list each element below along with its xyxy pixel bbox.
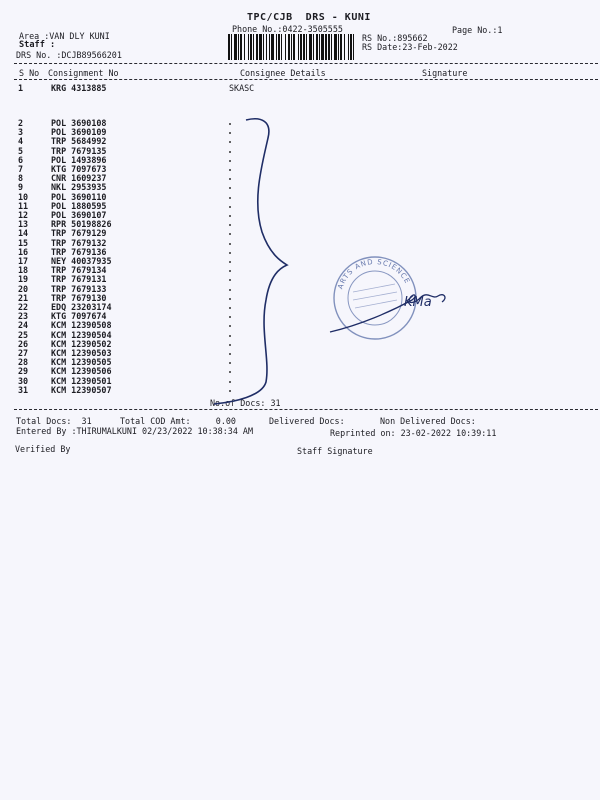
row-consignment-no: KCM 12390501 — [51, 375, 112, 386]
row-sno: 2 — [18, 118, 24, 128]
row-sno: 11 — [18, 200, 29, 211]
row-sno: 17 — [18, 256, 29, 266]
row-sno: 29 — [18, 366, 29, 377]
row-sno: 23 — [18, 311, 29, 322]
page-number: Page No.:1 — [452, 25, 503, 35]
rs-number: RS No.:895662 — [362, 33, 428, 43]
row-sno: 9 — [18, 182, 24, 193]
row-consignment-no: NEY 40037935 — [51, 256, 112, 266]
row-sno: 28 — [18, 357, 29, 368]
delivered-docs: Delivered Docs: — [269, 416, 345, 426]
row-consignment-no: POL 3690108 — [51, 118, 107, 128]
row-consignment-no: NKL 2953935 — [51, 182, 107, 193]
row-consignment-no: TRP 7679133 — [51, 283, 107, 294]
row-sno: 6 — [18, 154, 24, 165]
row-sno: 31 — [18, 384, 29, 395]
col-header-consignee: Consignee Details — [240, 68, 326, 78]
row-consignment-no: KCM 12390504 — [51, 329, 112, 340]
row-consignment-no: KCM 12390508 — [51, 320, 112, 331]
row-sno: 20 — [18, 283, 29, 294]
docs-count: No.of Docs: 31 — [210, 398, 281, 408]
row-sno: 25 — [18, 329, 29, 340]
row-sno: 10 — [18, 191, 29, 202]
svg-text:ARTS AND SCIENCE: ARTS AND SCIENCE — [336, 257, 412, 291]
row-consignment-no: KCM 12390503 — [51, 348, 112, 358]
row-sno: 7 — [18, 164, 24, 174]
col-header-consignment: Consignment No — [48, 68, 119, 78]
row-sno: 16 — [18, 246, 29, 257]
row-sno: 3 — [18, 127, 24, 138]
row-consignment-no: EDQ 23203174 — [51, 302, 112, 312]
row-consignment-no: KCM 12390507 — [51, 384, 112, 395]
row-sno: 21 — [18, 292, 29, 303]
row-consignment-no: TRP 7679134 — [51, 265, 107, 276]
row-consignment-no: POL 1493896 — [51, 154, 107, 165]
non-delivered-docs: Non Delivered Docs: — [380, 416, 476, 426]
row-consignment-no: CNR 1609237 — [51, 173, 107, 184]
row-consignment-no: TRP 7679135 — [51, 145, 107, 156]
row-consignment-no: POL 3690109 — [51, 127, 107, 138]
rs-date: RS Date:23-Feb-2022 — [362, 42, 458, 52]
row-sno: 30 — [18, 375, 29, 386]
row-sno: 24 — [18, 320, 29, 331]
row-consignment-no: KCM 12390506 — [51, 366, 112, 377]
row-sno: 14 — [18, 228, 29, 239]
staff-signature: Staff Signature — [297, 446, 373, 456]
total-docs: Total Docs: 31 — [16, 416, 92, 426]
entered-by: Entered By :THIRUMALKUNI 02/23/2022 10:38:34 AM — [16, 426, 253, 436]
col-header-sno: S No — [19, 68, 40, 78]
row-consignment-no: KCM 12390505 — [51, 357, 112, 368]
document-title: TPC/CJB DRS - KUNI — [247, 12, 371, 23]
row-consignment-no: KTG 7097673 — [51, 164, 107, 174]
row-consignment-no: TRP 5684992 — [51, 136, 107, 147]
row-sno: 18 — [18, 265, 29, 276]
row-consignment-no: KRG 4313885 — [51, 83, 107, 93]
row-sno: 12 — [18, 210, 29, 220]
row-sno: 19 — [18, 274, 29, 285]
row-consignee: SKASC — [229, 83, 255, 93]
drs-number: DRS No. :DCJB89566201 — [16, 50, 122, 60]
handwritten-brace — [214, 119, 287, 404]
row-consignment-no: POL 1880595 — [51, 200, 107, 211]
row-consignment-no: RPR 50198826 — [51, 219, 112, 230]
row-consignment-no: KCM 12390502 — [51, 338, 112, 349]
row-consignment-no: TRP 7679130 — [51, 292, 107, 303]
row-sno: 15 — [18, 237, 29, 248]
row-sno: 5 — [18, 145, 24, 156]
row-consignment-no: TRP 7679132 — [51, 237, 107, 248]
area-label: Area :VAN DLY KUNI — [19, 31, 110, 41]
row-sno: 27 — [18, 348, 29, 358]
row-sno: 4 — [18, 136, 24, 147]
col-header-signature: Signature — [422, 68, 468, 78]
phone-number: Phone No.:0422-3505555 — [232, 24, 343, 34]
row-sno: 8 — [18, 173, 24, 184]
row-sno: 22 — [18, 302, 29, 312]
row-sno: 26 — [18, 338, 29, 349]
total-cod-amount: Total COD Amt: 0.00 — [120, 416, 236, 426]
row-consignment-no: KTG 7097674 — [51, 311, 107, 322]
row-consignment-no: TRP 7679131 — [51, 274, 107, 285]
staff-label: Staff : — [19, 40, 56, 50]
reprinted-on: Reprinted on: 23-02-2022 10:39:11 — [330, 428, 497, 438]
row-consignment-no: TRP 7679129 — [51, 228, 107, 239]
row-consignment-no: POL 3690107 — [51, 210, 107, 220]
row-sno: 1 — [18, 83, 24, 93]
row-sno: 13 — [18, 219, 29, 230]
handwritten-initials: KMa — [404, 295, 432, 310]
row-consignment-no: TRP 7679136 — [51, 246, 107, 257]
verified-by: Verified By — [15, 444, 71, 454]
row-consignment-no: POL 3690110 — [51, 191, 107, 202]
